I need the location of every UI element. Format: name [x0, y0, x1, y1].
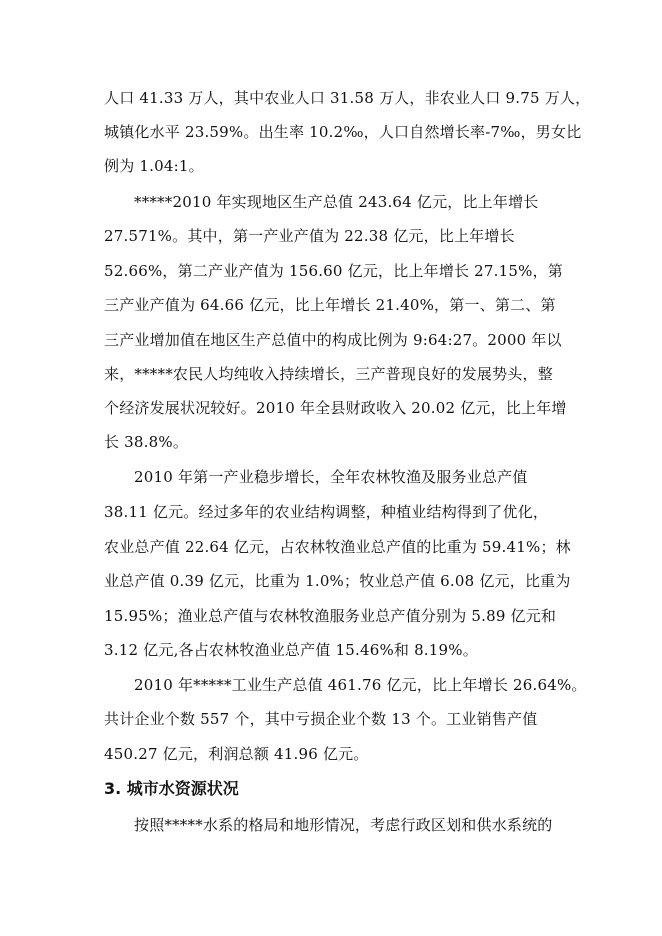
text-line: 共计企业个数 557 个，其中亏损企业个数 13 个。工业销售产值: [104, 710, 538, 728]
text-line: 三产业增加值在地区生产总值中的构成比例为 9:64:27。2000 年以: [104, 331, 562, 349]
text-line: 按照*****水系的格局和地形情况，考虑行政区划和供水系统的: [134, 816, 553, 834]
text-line: 农业总产值 22.64 亿元，占农林牧渔业总产值的比重为 59.41%；林: [104, 538, 571, 556]
text-line: 来，*****农民人均纯收入持续增长，三产普现良好的发展势头，整: [104, 365, 553, 383]
text-line: 2010 年第一产业稳步增长，全年农林牧渔及服务业总产值: [134, 468, 528, 486]
text-line: 3.12 亿元,各占农林牧渔业总产值 15.46%和 8.19%。: [104, 641, 478, 659]
text-line: 人口 41.33 万人，其中农业人口 31.58 万人，非农业人口 9.75 万人，: [104, 89, 591, 107]
text-line: 城镇化水平 23.59%。出生率 10.2‰，人口自然增长率-7‰，男女比: [104, 123, 582, 141]
section-heading: 3. 城市水资源状况: [104, 779, 239, 798]
text-line: 450.27 亿元，利润总额 41.96 亿元。: [104, 745, 369, 763]
text-line: 例为 1.04:1。: [104, 157, 204, 175]
text-line: 38.11 亿元。经过多年的农业结构调整，种植业结构得到了优化，: [104, 503, 549, 521]
text-line: 业总产值 0.39 亿元，比重为 1.0%；牧业总产值 6.08 亿元，比重为: [104, 572, 571, 590]
text-line: *****2010 年实现地区生产总值 243.64 亿元，比上年增长: [134, 193, 539, 211]
text-line: 27.571%。其中，第一产业产值为 22.38 亿元，比上年增长: [104, 227, 515, 245]
text-line: 2010 年*****工业生产总值 461.76 亿元，比上年增长 26.64%。: [134, 676, 587, 694]
text-line: 15.95%；渔业总产值与农林牧渔服务业总产值分别为 5.89 亿元和: [104, 607, 557, 625]
text-line: 长 38.8%。: [104, 433, 189, 451]
text-line: 三产业产值为 64.66 亿元，比上年增长 21.40%，第一、第二、第: [104, 296, 556, 314]
text-line: 52.66%，第二产业产值为 156.60 亿元，比上年增长 27.15%，第: [104, 262, 563, 280]
text-line: 个经济发展状况较好。2010 年全县财政收入 20.02 亿元，比上年增: [104, 399, 567, 417]
